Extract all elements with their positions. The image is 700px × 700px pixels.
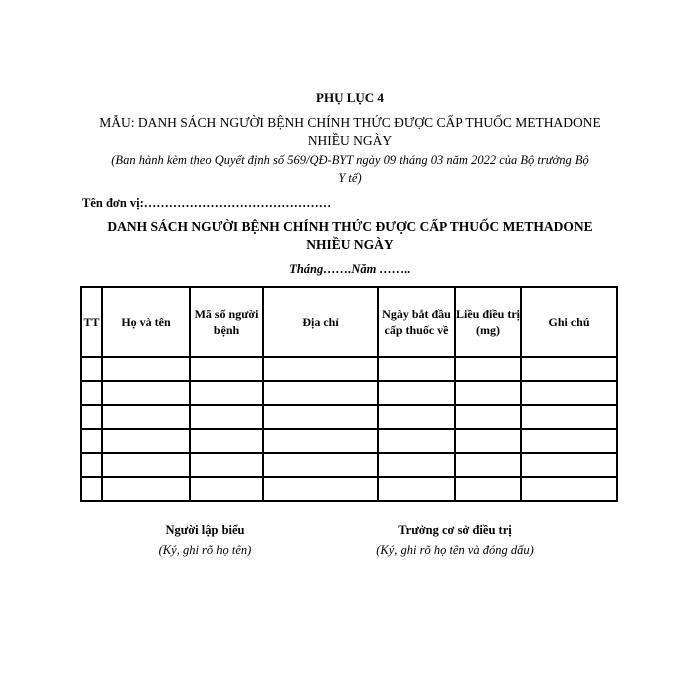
issuing-note [80, 151, 620, 187]
column-header-address: Địa chỉ [263, 287, 378, 357]
table-cell [521, 357, 617, 381]
table-cell [455, 357, 521, 381]
signature-block-preparer [90, 520, 320, 560]
table-cell [102, 405, 190, 429]
list-title-line-2: NHIỀU NGÀY [306, 237, 394, 252]
table-cell [263, 405, 378, 429]
table-cell [521, 429, 617, 453]
table-cell [455, 429, 521, 453]
table-cell [81, 405, 102, 429]
table-cell [378, 381, 455, 405]
column-header-patient-code: Mã số người bệnh [190, 287, 263, 357]
table-cell [102, 381, 190, 405]
table-header-row [81, 287, 617, 357]
column-header-name: Họ và tên [102, 287, 190, 357]
table-cell [521, 477, 617, 501]
table-cell [190, 405, 263, 429]
table-cell [455, 381, 521, 405]
table-cell [190, 429, 263, 453]
form-title-line-1: MẪU: DANH SÁCH NGƯỜI BỆNH CHÍNH THỨC ĐƯỢC CẤP THUỐC METHADONE [99, 115, 601, 130]
table-row [81, 357, 617, 381]
table-cell [263, 381, 378, 405]
table-cell [378, 477, 455, 501]
period-field: Tháng…….Năm …….. [289, 262, 411, 276]
table-cell [378, 357, 455, 381]
table-cell [190, 453, 263, 477]
patient-list-table [80, 286, 618, 502]
table-cell [102, 477, 190, 501]
table-cell [190, 381, 263, 405]
table-cell [263, 453, 378, 477]
form-title-line-2: NHIỀU NGÀY [307, 133, 393, 148]
table-cell [521, 381, 617, 405]
table-row [81, 477, 617, 501]
table-cell [521, 405, 617, 429]
table-cell [521, 453, 617, 477]
list-title-line-1: DANH SÁCH NGƯỜI BỆNH CHÍNH THỨC ĐƯỢC CẤP THUỐC METHADONE [107, 219, 593, 234]
facility-head-role: Trưởng cơ sở điều trị [398, 523, 512, 537]
table-cell [263, 477, 378, 501]
table-cell [378, 405, 455, 429]
preparer-note: (Ký, ghi rõ họ tên) [158, 543, 252, 557]
table-row [81, 405, 617, 429]
table-cell [81, 453, 102, 477]
signature-block-facility-head [340, 520, 570, 560]
table-cell [190, 357, 263, 381]
appendix-heading: PHỤ LỤC 4 [316, 90, 384, 105]
table-cell [263, 357, 378, 381]
issuing-note-line-2: Y tế) [338, 171, 362, 185]
table-row [81, 453, 617, 477]
issuing-note-line-1: (Ban hành kèm theo Quyết định số 569/QĐ-BYT ngày 09 tháng 03 năm 2022 của Bộ trưởng Bộ [111, 153, 589, 167]
table-cell [378, 453, 455, 477]
table-cell [378, 429, 455, 453]
table-cell [102, 429, 190, 453]
column-header-note: Ghi chú [521, 287, 617, 357]
table-cell [190, 477, 263, 501]
table-cell [455, 477, 521, 501]
unit-name-field: Tên đơn vị:……………………………………… [82, 196, 332, 210]
table-row [81, 429, 617, 453]
column-header-dose: Liều điều trị (mg) [455, 287, 521, 357]
list-title [80, 218, 620, 254]
column-header-tt: TT [81, 287, 102, 357]
table-cell [102, 357, 190, 381]
table-cell [81, 429, 102, 453]
form-title [80, 114, 620, 150]
table-cell [102, 453, 190, 477]
table-row [81, 381, 617, 405]
column-header-start-date: Ngày bắt đầu cấp thuốc về [378, 287, 455, 357]
preparer-role: Người lập biểu [165, 523, 245, 537]
table-body [81, 357, 617, 501]
table-cell [81, 381, 102, 405]
table-cell [455, 453, 521, 477]
table-cell [81, 477, 102, 501]
table-cell [81, 357, 102, 381]
facility-head-note: (Ký, ghi rõ họ tên và đóng dấu) [376, 543, 534, 557]
table-cell [263, 429, 378, 453]
table-cell [455, 405, 521, 429]
